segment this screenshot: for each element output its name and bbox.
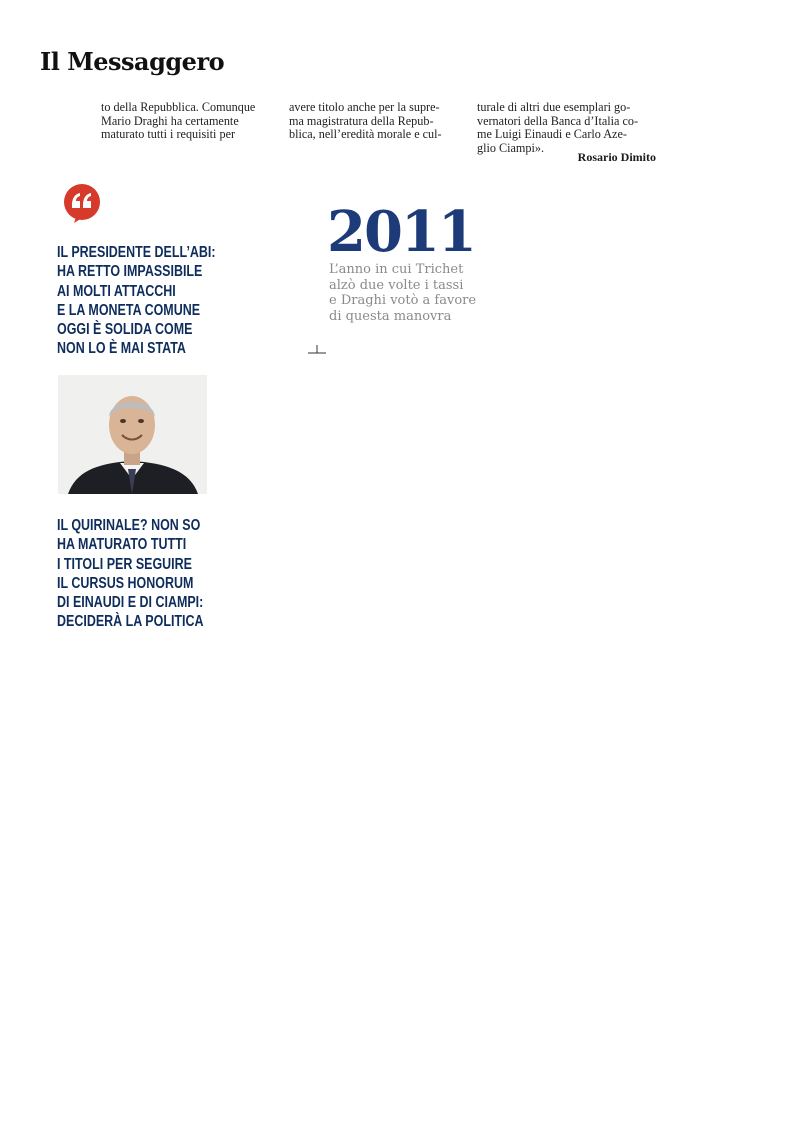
article-column-1	[101, 101, 281, 142]
portrait-photo	[58, 375, 207, 494]
pull-quote-line: IL PRESIDENTE DELL’ABI:	[57, 244, 216, 261]
pull-quote-line: DI EINAUDI E DI CIAMPI:	[57, 594, 204, 612]
portrait-illustration	[58, 375, 207, 494]
article-line: Mario Draghi ha certamente	[101, 113, 239, 128]
pull-quote-line: AI MOLTI ATTACCHI	[57, 282, 176, 300]
pull-quote-line: OGGI È SOLIDA COME	[57, 321, 193, 339]
pull-quote-line: NON LO È MAI STATA	[57, 340, 186, 358]
factbox-year: 2011	[327, 199, 475, 265]
pull-quote-line: HA MATURATO TUTTI	[57, 536, 187, 554]
factbox-caption-line: di questa manovra	[329, 308, 452, 324]
article-line: avere titolo anche per la supre-	[289, 100, 440, 114]
article-line: blica, nell’eredità morale e cul-	[289, 127, 442, 142]
factbox-caption-line: e Draghi votò a favore	[329, 293, 477, 309]
pull-quote-line: E LA MONETA COMUNE	[57, 301, 201, 319]
factbox-caption-line: alzò due volte i tassi	[329, 277, 464, 293]
article-column-3	[477, 101, 657, 155]
article-line: turale di altri due esemplari go-	[477, 100, 631, 114]
crop-mark-icon	[308, 343, 326, 357]
pull-quote-line: IL QUIRINALE? NON SO	[57, 517, 201, 534]
pull-quote-line: HA RETTO IMPASSIBILE	[57, 263, 203, 281]
pull-quote-bottom	[57, 516, 213, 632]
article-line: glio Ciampi».	[477, 140, 545, 155]
pull-quote-line: DECIDERÀ LA POLITICA	[57, 613, 204, 631]
pull-quote-line: IL CURSUS HONORUM	[57, 574, 194, 592]
pull-quote-line: I TITOLI PER SEGUIRE	[57, 555, 192, 573]
article-line: ma magistratura della Repub-	[289, 113, 434, 128]
article-column-2	[289, 101, 469, 142]
factbox-caption-line: L’anno in cui Trichet	[329, 262, 464, 277]
quote-bubble-icon	[62, 183, 102, 223]
article-byline: Rosario Dimito	[577, 150, 656, 164]
pull-quote-top	[57, 243, 216, 359]
article-line: me Luigi Einaudi e Carlo Aze-	[477, 127, 627, 142]
article-line: maturato tutti i requisiti per	[101, 127, 236, 142]
masthead-logo: Il Messaggero	[40, 47, 225, 76]
factbox-caption	[329, 262, 499, 324]
article-line: vernatori della Banca d’Italia co-	[477, 113, 639, 128]
article-line: to della Repubblica. Comunque	[101, 100, 256, 114]
